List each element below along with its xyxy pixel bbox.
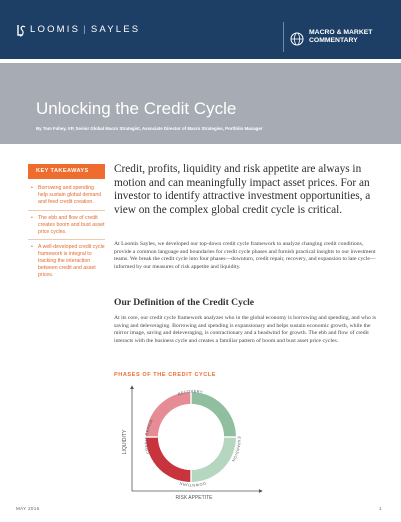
series-line-2: COMMENTARY [309,37,358,45]
footer-date: MAY 2016 [16,506,40,511]
series-line-1: MACRO & MARKET [309,29,373,36]
brand-separator: | [83,24,88,35]
loomis-logo-icon [16,24,26,38]
phase-label-credit-repair: CREDIT REPAIR [144,418,155,455]
figure-title: PHASES OF THE CREDIT CYCLE [114,372,217,378]
header-divider [283,22,284,52]
globe-icon [290,32,304,46]
key-takeaways-list [28,179,105,279]
key-takeaways-box [28,164,105,290]
phase-label-expansion: EXPANSION [230,436,241,463]
page-number: 1 [379,506,382,511]
phase-label-downturn: DOWNTURN [178,480,207,487]
cycle-center [158,404,224,470]
series-label [309,29,372,46]
key-takeaway-item: • The ebb and flow of credit creates boom and bust asset price cycles. [28,210,105,236]
brand-right: SAYLES [90,24,141,35]
key-takeaway-item: • A well-developed credit cycle framework is integral to tracking the interaction between credit and asset prices. [28,239,105,279]
credit-cycle-diagram [114,380,269,502]
brand-logo [30,24,140,35]
author-byline: By Tom Fahey, VP, Senior Global Macro Strategist, Associate Director of Macro Strategies, Portfolio Manager [36,126,263,131]
phase-label-recovery: RECOVERY [177,389,204,397]
x-axis-label: RISK APPETITE [175,495,213,501]
key-takeaways-heading: KEY TAKEAWAYS [28,164,105,179]
definition-paragraph: At its core, our credit cycle framework analyzes who in the global economy is borrowing and spending, and who is saving and deleveraging. Borrowing and spending is expansionary and helps sustain economic growth, while the mirror image, saving and deleveraging, is contractionary and a headwind for growth. The ebb and flow of credit interacts with the business cycle and creates a familiar pattern of boom and bust asset price cycles. [114,315,377,344]
page-title: Unlocking the Credit Cycle [36,99,237,118]
header-bar [0,0,401,59]
lead-paragraph: Credit, profits, liquidity and risk appetite are always in motion and can meaningfully impact asset prices. For an investor to identify attractive investment opportunities, a view on the complex global credit cycle is critical. [114,163,371,216]
section-heading: Our Definition of the Credit Cycle [114,297,255,308]
key-takeaway-item: • Borrowing and spending help sustain global demand and feed credit creation. [28,185,105,206]
brand-left: LOOMIS [30,24,81,35]
intro-paragraph: At Loomis Sayles, we developed our top-down credit cycle framework to analyze changing credit conditions, provide a common language and boundaries for credit cycle phases and furnish practical insights to our investment teams. We break the credit cycle into four phases—downturn, credit repair, recovery, and expansion to late cycle—informed by our measures of risk appetite and liquidity. [114,241,376,270]
y-axis-label: LIQUIDITY [122,429,128,455]
